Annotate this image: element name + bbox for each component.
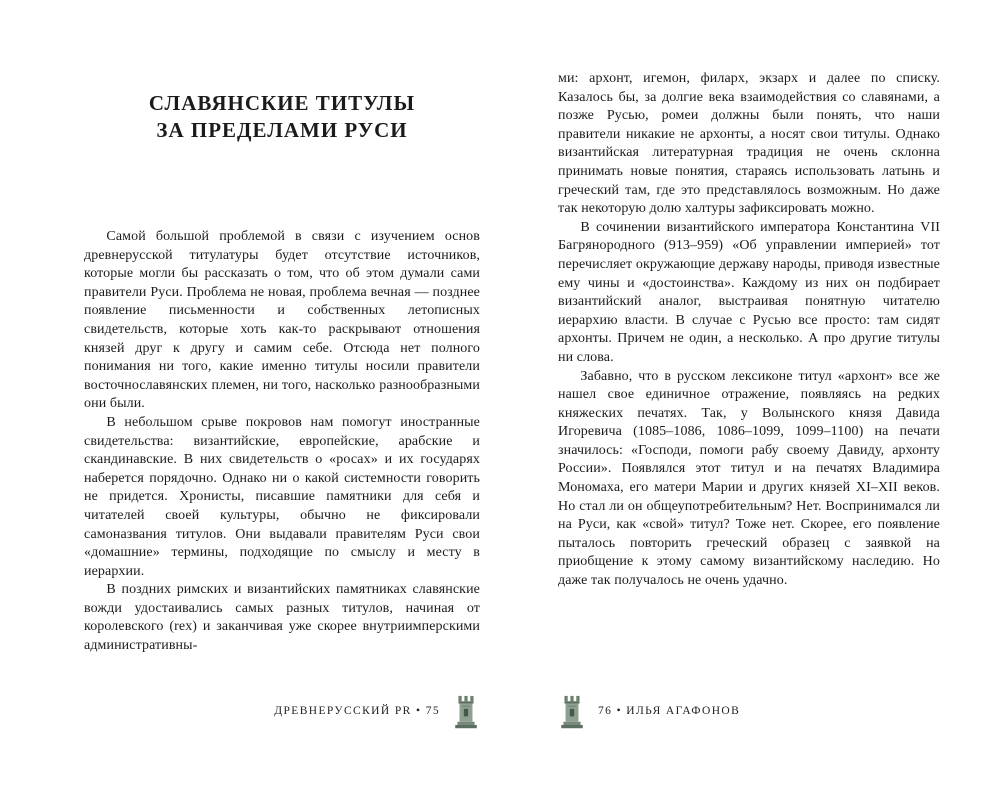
paragraph: В сочинении византийского императора Константина VII Багрянородного (913–959) «Об управлении империей» тот перечисляет окружающие державу народы, приводя известные ему чины и «достоинства». Каждому из них он подбирает византийский аналог, выстраивая понятную читателю иерархию власти. В случае с Русью все просто: там сидят архонты. Причем не один, а несколько. А про другие титулы ни слова. — [558, 219, 940, 365]
paragraph: Самой большой проблемой в связи с изучением основ древнерусской титулатуры будет отсутствие источников, которые могли бы рассказать о том, что об этом думали сами правители Руси. Проблема не новая, проблема вечная — позднее появление письменности и собственных летописных свидетельств, которые хоть как-то раскрывают отношения князей друг к другу и самим себе. Отсюда нет полного понимания ни того, какие именно титулы носили правители восточнославянских племен, ни того, насколько разнообразными они были. — [84, 229, 480, 412]
left-page-footer — [84, 690, 480, 732]
chapter-title-line-1: СЛАВЯНСКИЕ ТИТУЛЫ — [148, 91, 416, 115]
paragraph: Забавно, что в русском лексиконе титул «архонт» все же нашел свое единичное отражение, появляясь на редких княжеских печатях. Так, у Волынского князя Давида Игоревича (1085–1086, 1086–1099, 1099–1100) на печати значилось: «Господи, помоги рабу своему Давиду, архонту России». Появлялся этот титул и на печатях Владимира Мономаха, его матери Марии и других князей XI–XII веков. Но стал ли он общеупотребительным? Нет. Воспринимался ли на Руси, как «свой» титул? Тоже нет. Скорее, его появление пыталось повторить греческий образец с заявкой на приобщение к этому самому византийскому наследию. Но даже так получалось не очень удачно. — [558, 368, 940, 589]
left-page-text — [84, 228, 480, 656]
running-title-left: ДРЕВНЕРУССКИЙ PR • 75 — [274, 705, 440, 717]
tower-icon — [558, 692, 586, 730]
chapter-title — [84, 90, 480, 144]
right-page — [558, 0, 940, 809]
paragraph: В небольшом срыве покровов нам помогут иностранные свидетельства: византийские, европейские, арабские и скандинавские. В них свидетельств о «росах» и их государях наберется порядочно. Однако ни о какой системности говорить не придется. Хронисты, писавшие памятники для себя и читателей своей культуры, обычно не фиксировали самоназвания титулов. Они выдавали правителям Руси свои «домашние» термины, подходящие по смыслу и месту в иерархии. — [84, 414, 480, 579]
running-title-right: 76 • ИЛЬЯ АГАФОНОВ — [598, 705, 741, 717]
paragraph: ми: архонт, игемон, филарх, экзарх и далее по списку. Казалось бы, за долгие века взаимодействия со славянами, а позже Русью, ромеи должны были понять, что наши правители никакие не архонты, а носят свои титулы. Однако византийская литературная традиция не очень склонна принимать новые понятия, стараясь использовать латынь и греческий там, где это представлялось возможным. Но даже так некоторую долю халтуры зафиксировать можно. — [558, 71, 940, 217]
tower-icon — [452, 692, 480, 730]
right-page-text — [558, 70, 940, 591]
paragraph: В поздних римских и византийских памятниках славянские вожди удостаивались самых разных титулов, начиная от королевского (rex) и заканчивая уже скорее внутриимперскими административны- — [84, 582, 480, 654]
right-page-footer — [558, 690, 940, 732]
left-page — [84, 0, 480, 809]
chapter-title-line-2: ЗА ПРЕДЕЛАМИ РУСИ — [156, 118, 408, 142]
